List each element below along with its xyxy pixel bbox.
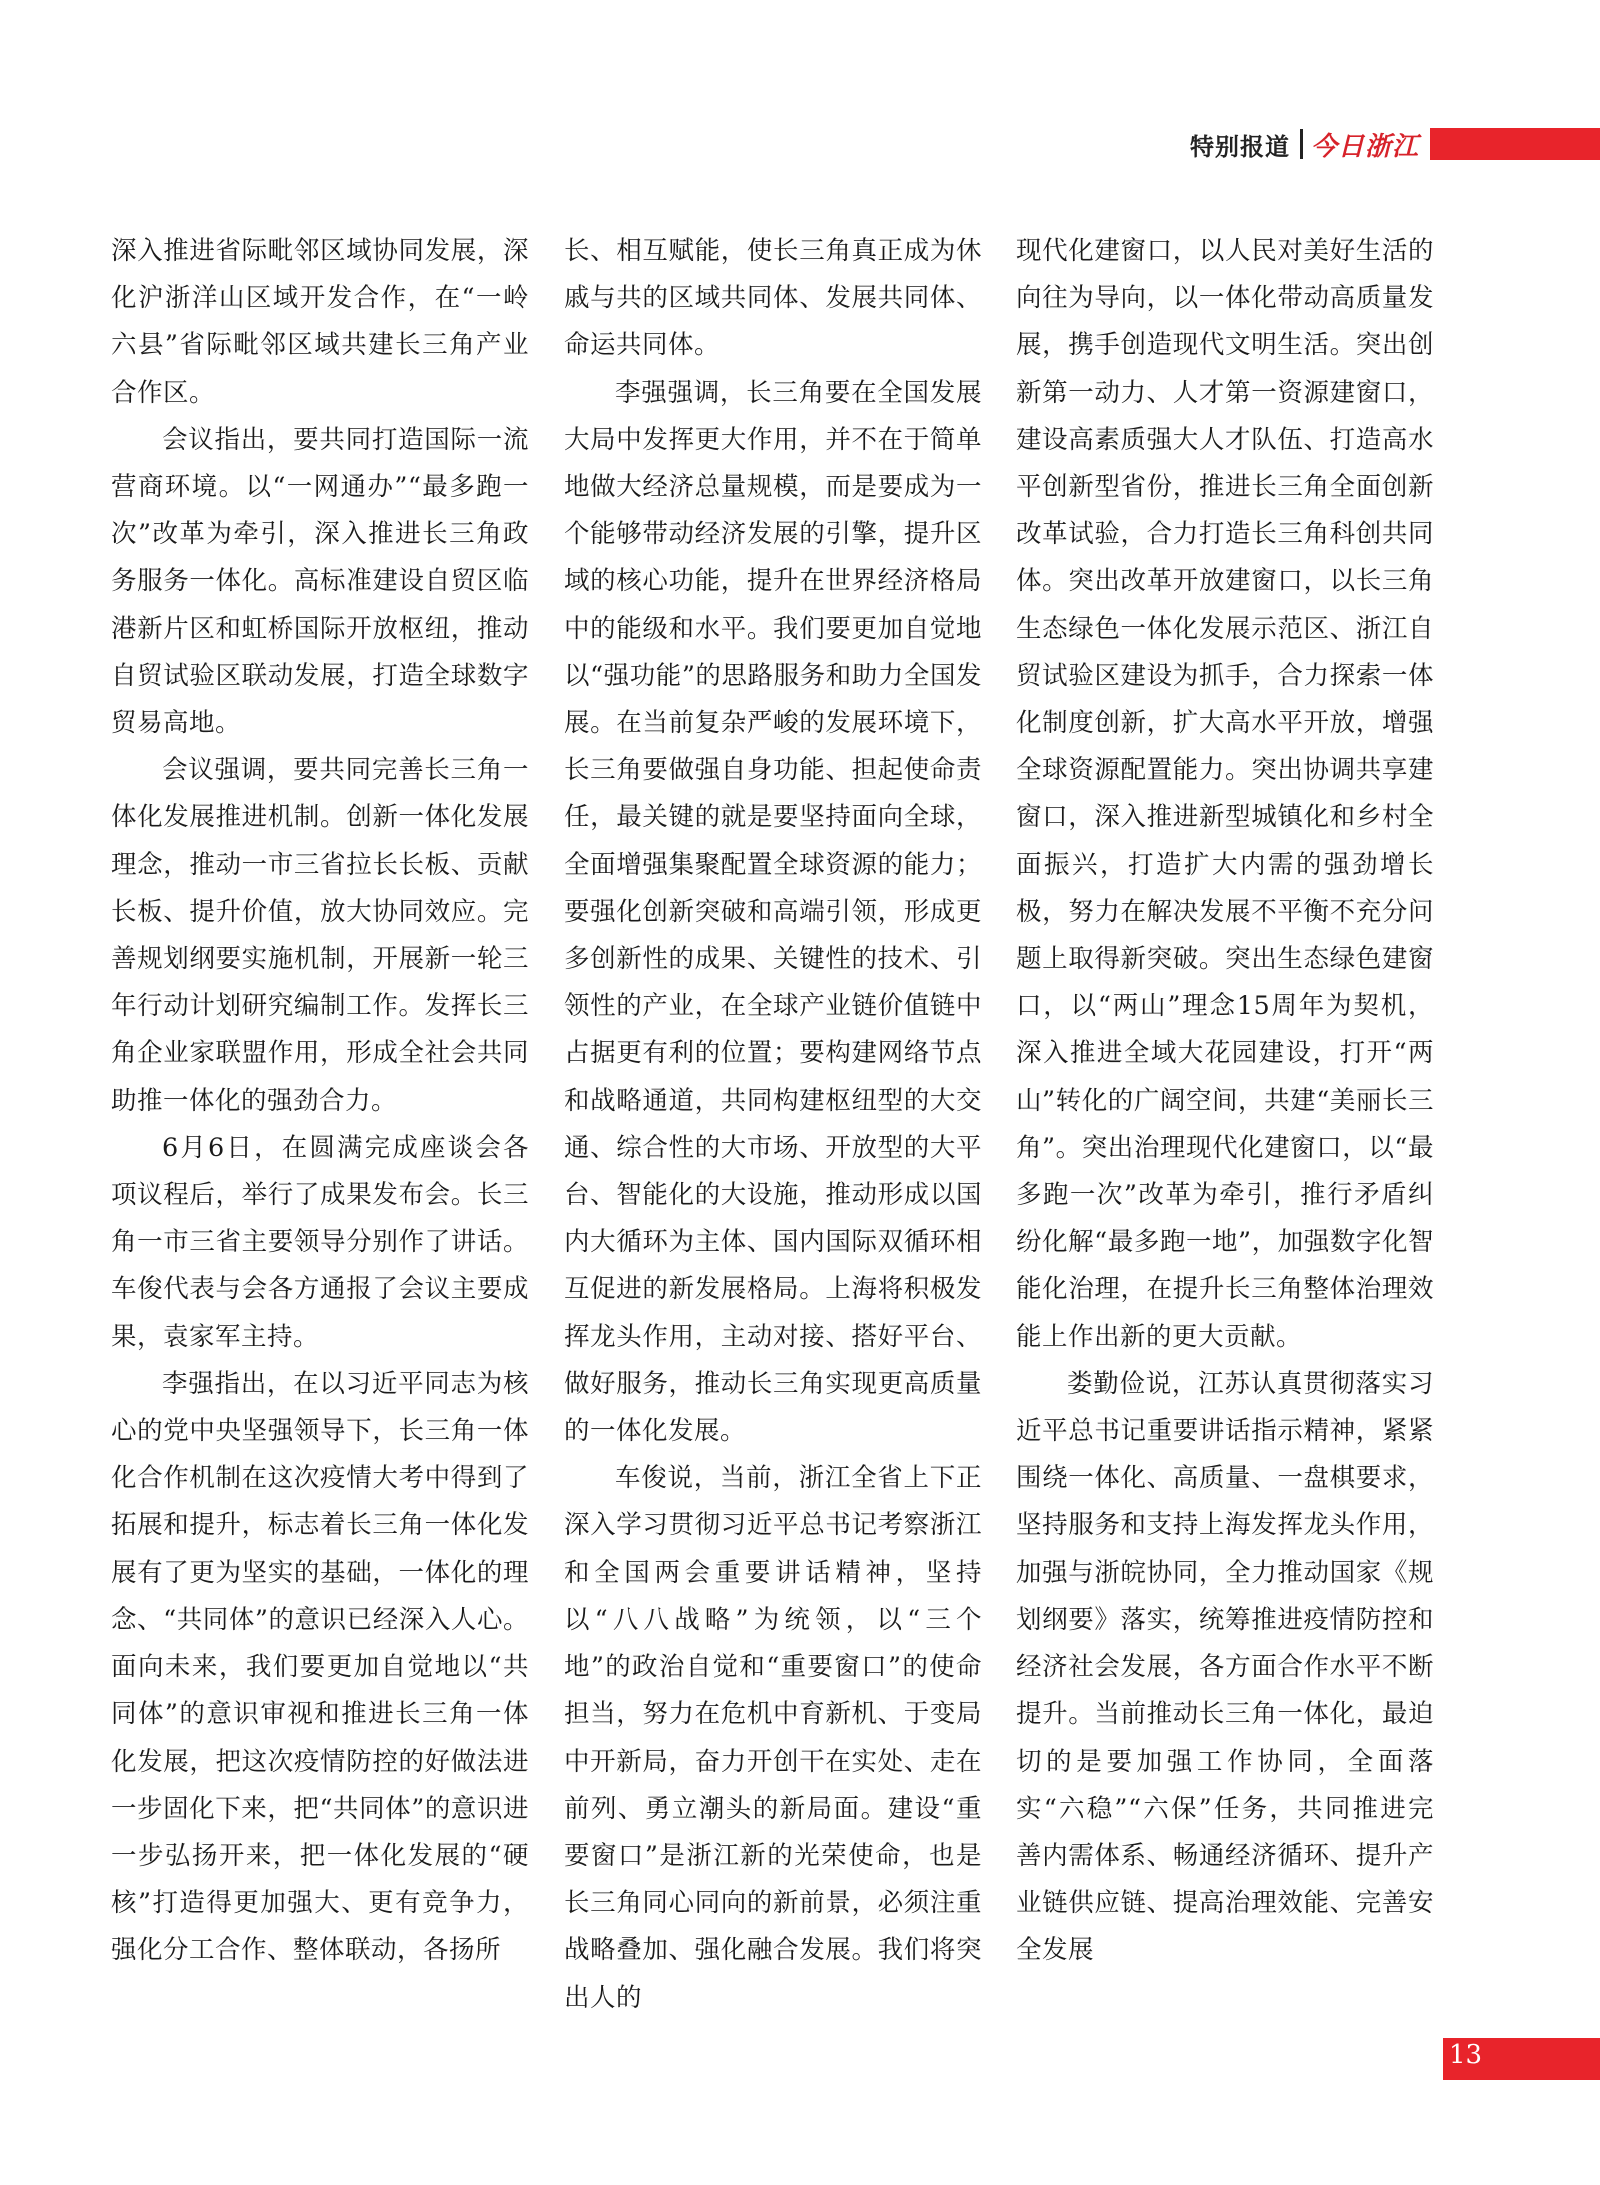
paragraph: 会议强调，要共同完善长三角一体化发展推进机制。创新一体化发展理念，推动一市三省拉长长板、贡献长板、提升价值，放大协同效应。完善规划纲要实施机制，开展新一轮三年行动计划研究编制工作。发挥长三角企业家联盟作用，形成全社会共同助推一体化的强劲合力。 bbox=[111, 755, 529, 1116]
paragraph: 李强指出，在以习近平同志为核心的党中央坚强领导下，长三角一体化合作机制在这次疫情大考中得到了拓展和提升，标志着长三角一体化发展有了更为坚实的基础，一体化的理念、“共同体”的意识已经深入人心。面向未来，我们要更加自觉地以“共同体”的意识审视和推进长三角一体化发展，把这次疫情防控的好做法进一步固化下来，把“共同体”的意识进一步弘扬开来，把一体化发展的“硬核”打造得更加强大、更有竞争力，强化分工合作、整体联动，各扬所 bbox=[111, 1368, 529, 1966]
paragraph: 李强强调，长三角要在全国发展大局中发挥更大作用，并不在于简单地做大经济总量规模，而是要成为一个能够带动经济发展的引擎，提升区域的核心功能，提升在世界经济格局中的能级和水平。我们要更加自觉地以“强功能”的思路服务和助力全国发展。在当前复杂严峻的发展环境下，长三角要做强自身功能、担起使命责任，最关键的就是要坚持面向全球，全面增强集聚配置全球资源的能力；要强化创新突破和高端引领，形成更多创新性的成果、关键性的技术、引领性的产业，在全球产业链价值链中占据更有利的位置；要构建网络节点和战略通道，共同构建枢纽型的大交通、综合性的大市场、开放型的大平台、智能化的大设施，推动形成以国内大循环为主体、国内国际双循环相互促进的新发展格局。上海将积极发挥龙头作用，主动对接、搭好平台、做好服务，推动长三角实现更高质量的一体化发展。 bbox=[564, 377, 982, 1447]
header-red-bar bbox=[1430, 128, 1600, 160]
paragraph: 6月6日，在圆满完成座谈会各项议程后，举行了成果发布会。长三角一市三省主要领导分别作了讲话。车俊代表与会各方通报了会议主要成果，袁家军主持。 bbox=[111, 1132, 529, 1352]
header-divider bbox=[1300, 129, 1303, 159]
paragraph: 会议指出，要共同打造国际一流营商环境。以“一网通办”“最多跑一次”改革为牵引，深入推进长三角政务服务一体化。高标准建设自贸区临港新片区和虹桥国际开放枢纽，推动自贸试验区联动发展，打造全球数字贸易高地。 bbox=[111, 424, 529, 739]
magazine-logo: 今日浙江 bbox=[1311, 131, 1420, 162]
paragraph: 深入推进省际毗邻区域协同发展，深化沪浙洋山区域开发合作，在“一岭六县”省际毗邻区域共建长三角产业合作区。 bbox=[111, 236, 529, 408]
page-header bbox=[1190, 122, 1427, 166]
article-column-3 bbox=[1016, 228, 1434, 1975]
page-number: 13 bbox=[1449, 2040, 1483, 2070]
paragraph: 长、相互赋能，使长三角真正成为休戚与共的区域共同体、发展共同体、命运共同体。 bbox=[564, 236, 982, 361]
paragraph: 车俊说，当前，浙江全省上下正深入学习贯彻习近平总书记考察浙江和全国两会重要讲话精神，坚持以“八八战略”为统领，以“三个地”的政治自觉和“重要窗口”的使命担当，努力在危机中育新机、于变局中开新局，奋力开创干在实处、走在前列、勇立潮头的新局面。建设“重要窗口”是浙江新的光荣使命，也是长三角同心同向的新前景，必须注重战略叠加、强化融合发展。我们将突出人的 bbox=[564, 1463, 982, 2013]
section-label: 特别报道 bbox=[1190, 132, 1290, 161]
article-column-2 bbox=[564, 228, 982, 2022]
article-column-1 bbox=[111, 228, 529, 1975]
paragraph: 现代化建窗口，以人民对美好生活的向往为导向，以一体化带动高质量发展，携手创造现代文明生活。突出创新第一动力、人才第一资源建窗口，建设高素质强大人才队伍、打造高水平创新型省份，推进长三角全面创新改革试验，合力打造长三角科创共同体。突出改革开放建窗口，以长三角生态绿色一体化发展示范区、浙江自贸试验区建设为抓手，合力探索一体化制度创新，扩大高水平开放，增强全球资源配置能力。突出协调共享建窗口，深入推进新型城镇化和乡村全面振兴，打造扩大内需的强劲增长极，努力在解决发展不平衡不充分问题上取得新突破。突出生态绿色建窗口，以“两山”理念15周年为契机，深入推进全域大花园建设，打开“两山”转化的广阔空间，共建“美丽长三角”。突出治理现代化建窗口，以“最多跑一次”改革为牵引，推行矛盾纠纷化解“最多跑一地”，加强数字化智能化治理，在提升长三角整体治理效能上作出新的更大贡献。 bbox=[1016, 236, 1434, 1352]
paragraph: 娄勤俭说，江苏认真贯彻落实习近平总书记重要讲话指示精神，紧紧围绕一体化、高质量、一盘棋要求，坚持服务和支持上海发挥龙头作用，加强与浙皖协同，全力推动国家《规划纲要》落实，统筹推进疫情防控和经济社会发展，各方面合作水平不断提升。当前推动长三角一体化，最迫切的是要加强工作协同，全面落实“六稳”“六保”任务，共同推进完善内需体系、畅通经济循环、提升产业链供应链、提高治理效能、完善安全发展 bbox=[1016, 1368, 1434, 1966]
